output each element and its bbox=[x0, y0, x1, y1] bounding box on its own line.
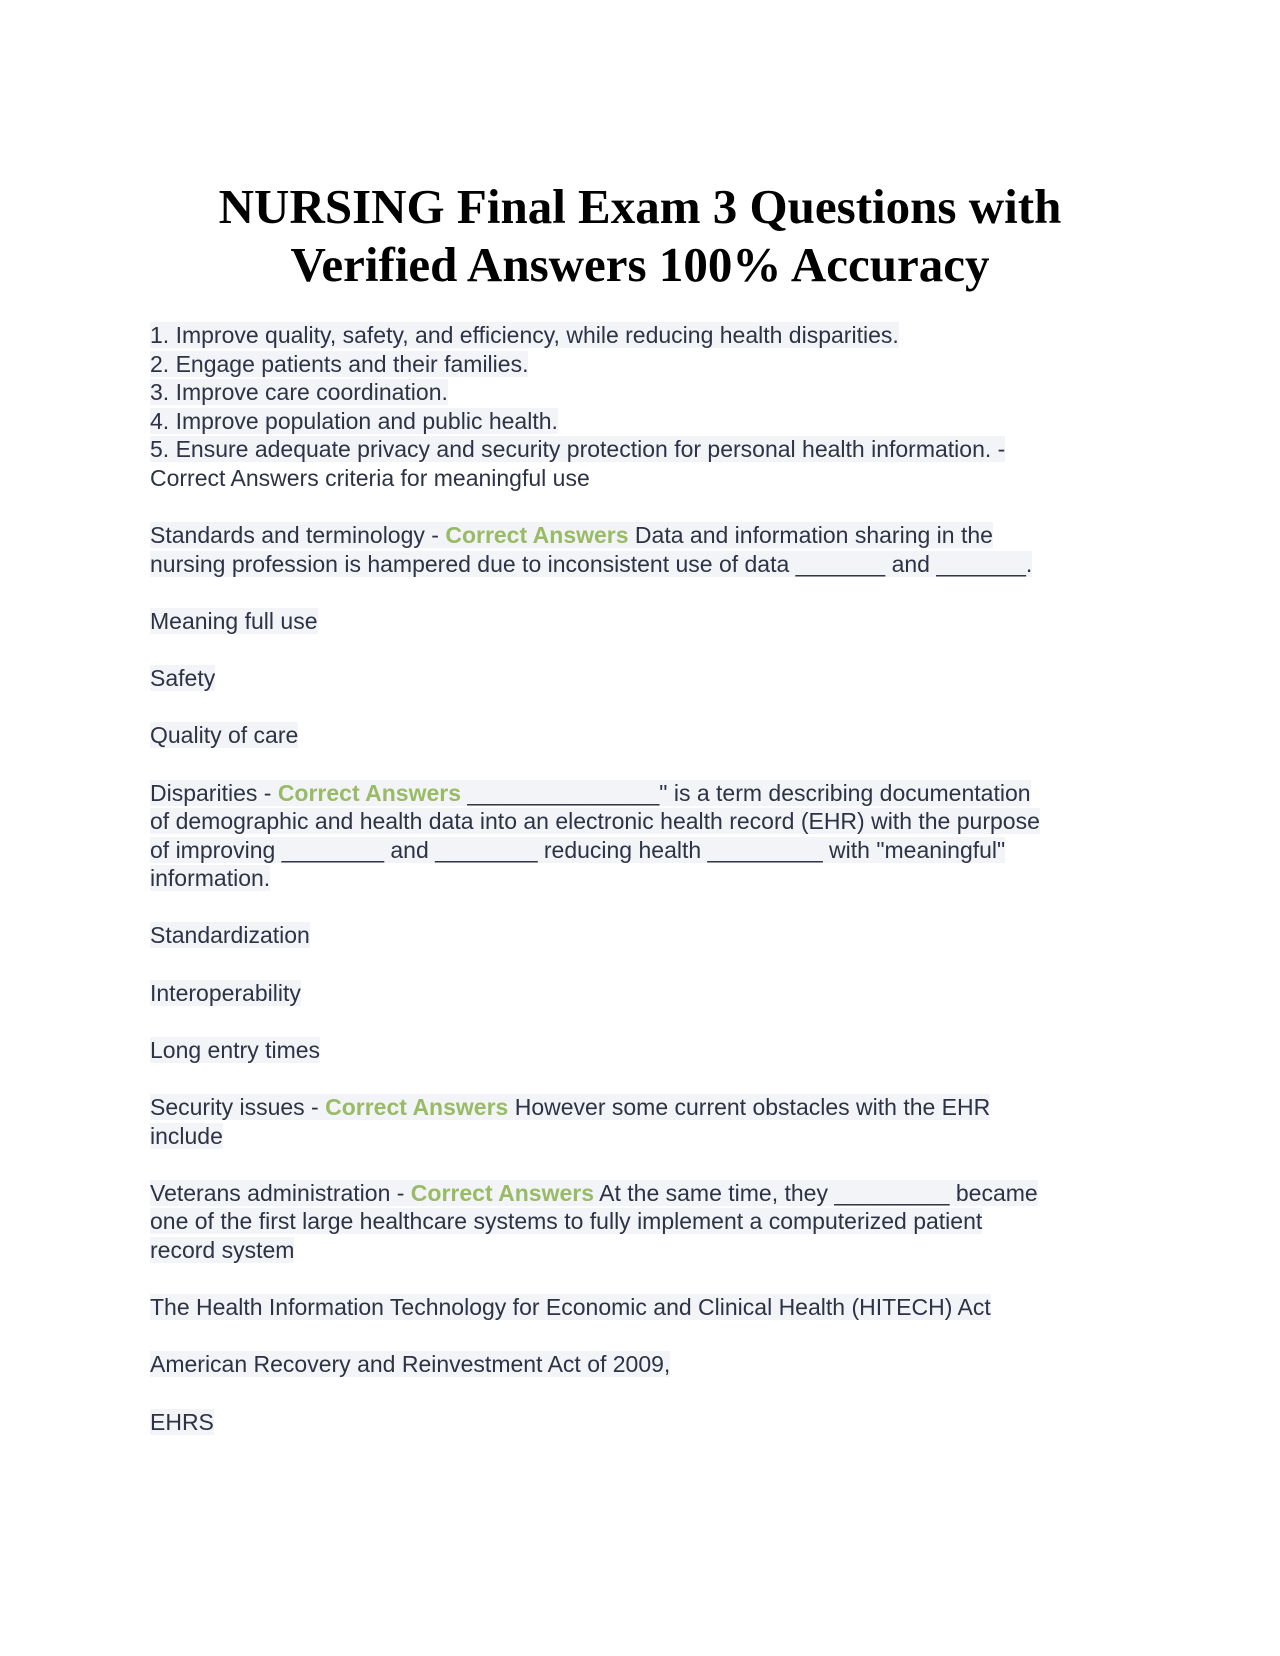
list-item bbox=[150, 721, 1135, 750]
list-item-text: Long entry times bbox=[150, 1036, 321, 1063]
qa-disparities-question: _______________" is a term describing documentation bbox=[461, 779, 1031, 806]
list-item bbox=[150, 1036, 1135, 1065]
qa-standards bbox=[150, 521, 1135, 578]
qa-security-lead: Security issues - bbox=[150, 1094, 326, 1121]
qa-veterans-question: At the same time, they _________ became bbox=[594, 1179, 1038, 1206]
qa-disparities-line-3: of improving ________ and ________ reducing health _________ with "meaningful" bbox=[150, 836, 1006, 863]
list-item-text: Quality of care bbox=[150, 722, 299, 749]
qa-standards-lead: Standards and terminology - bbox=[150, 522, 446, 549]
correct-answers-label: Correct Answers bbox=[410, 1179, 595, 1206]
correct-answers-label: Correct Answers bbox=[325, 1094, 509, 1121]
criteria-list bbox=[150, 321, 1135, 493]
qa-disparities-line-4: information. bbox=[150, 865, 271, 892]
list-item bbox=[150, 1350, 1135, 1379]
criteria-line-1: 1. Improve quality, safety, and efficiency, while reducing health disparities. bbox=[150, 322, 899, 348]
qa-disparities-lead: Disparities - bbox=[150, 779, 278, 806]
list-item bbox=[150, 607, 1135, 636]
document-title bbox=[150, 178, 1130, 294]
list-item-text: American Recovery and Reinvestment Act of 2009, bbox=[150, 1351, 671, 1378]
list-item-text: Meaning full use bbox=[150, 607, 318, 634]
list-item-text: EHRS bbox=[150, 1408, 214, 1435]
qa-security-line-1 bbox=[150, 1094, 990, 1120]
qa-disparities bbox=[150, 779, 1135, 893]
correct-answers-label: Correct Answers bbox=[445, 522, 629, 549]
criteria-line-4: 4. Improve population and public health. bbox=[150, 407, 558, 434]
criteria-line-3: 3. Improve care coordination. bbox=[150, 379, 448, 406]
qa-security-question: However some current obstacles with the EHR bbox=[508, 1094, 991, 1121]
list-item-text: Interoperability bbox=[150, 979, 301, 1006]
document-body bbox=[150, 321, 1135, 1465]
criteria-line-5: 5. Ensure adequate privacy and security protection for personal health information. - bbox=[150, 436, 1006, 463]
qa-veterans-lead: Veterans administration - bbox=[150, 1179, 411, 1206]
list-item bbox=[150, 979, 1135, 1008]
list-item bbox=[150, 1408, 1135, 1437]
list-item bbox=[150, 1293, 1135, 1322]
qa-standards-question: Data and information sharing in the bbox=[628, 522, 993, 549]
list-item-text: Standardization bbox=[150, 922, 310, 949]
qa-standards-line-1 bbox=[150, 522, 993, 548]
qa-disparities-line-2: of demographic and health data into an electronic health record (EHR) with the purpose bbox=[150, 808, 1040, 835]
list-item-text: Safety bbox=[150, 665, 216, 692]
list-item bbox=[150, 921, 1135, 950]
qa-veterans-line-3: record system bbox=[150, 1237, 295, 1263]
criteria-line-2: 2. Engage patients and their families. bbox=[150, 350, 529, 377]
qa-standards-line-2: nursing profession is hampered due to inconsistent use of data _______ and _______. bbox=[150, 550, 1033, 577]
criteria-line-6: Correct Answers criteria for meaningful use bbox=[150, 464, 590, 491]
qa-veterans-line-1 bbox=[150, 1180, 1038, 1206]
qa-disparities-line-1 bbox=[150, 780, 1031, 806]
title-line-2: Verified Answers 100% Accuracy bbox=[290, 237, 990, 292]
list-item bbox=[150, 664, 1135, 693]
title-line-1: NURSING Final Exam 3 Questions with bbox=[218, 179, 1062, 234]
qa-veterans bbox=[150, 1179, 1135, 1265]
qa-security-line-2: include bbox=[150, 1122, 223, 1149]
list-item-text: The Health Information Technology for Economic and Clinical Health (HITECH) Act bbox=[150, 1294, 991, 1321]
qa-veterans-line-2: one of the first large healthcare systems to fully implement a computerized patient bbox=[150, 1208, 983, 1235]
correct-answers-label: Correct Answers bbox=[277, 779, 462, 806]
qa-security bbox=[150, 1093, 1135, 1150]
